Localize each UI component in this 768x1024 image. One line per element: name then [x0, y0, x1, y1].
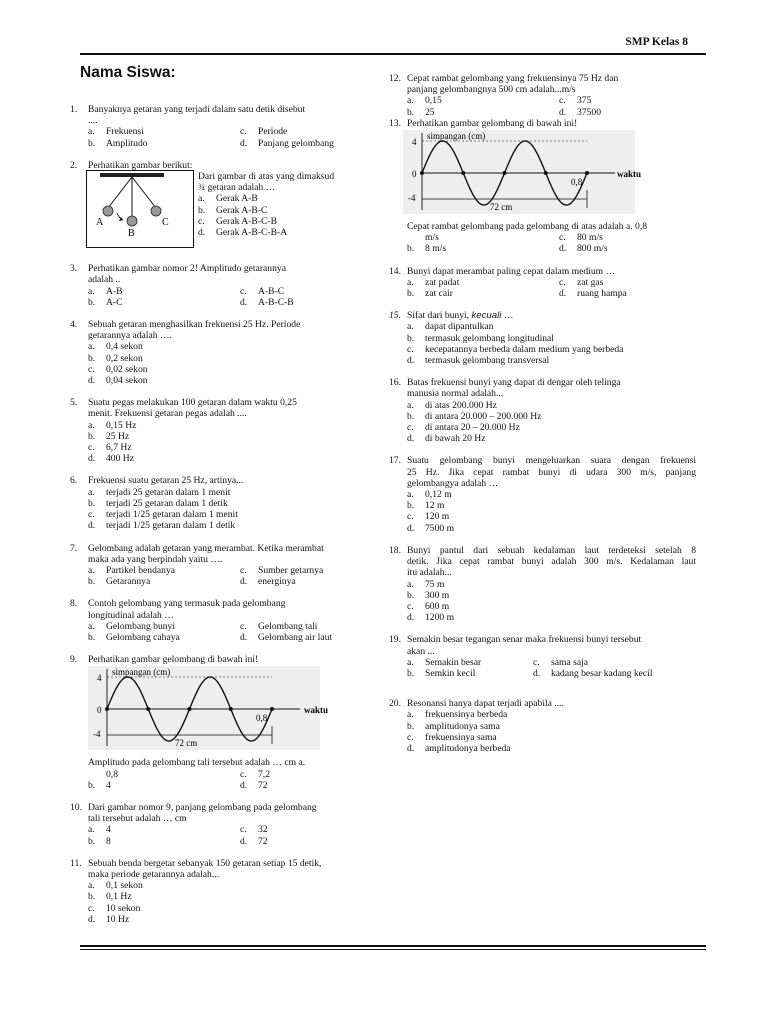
option-b[interactable]: b. terjadi 25 getaran dalam 1 detik	[88, 497, 228, 509]
option-d[interactable]: d. terjadi 1/25 getaran dalam 1 detik	[88, 520, 236, 532]
option-b[interactable]: b. Gelombang cahaya	[88, 631, 180, 643]
svg-text:waktu: waktu	[304, 705, 329, 716]
options-q6	[88, 487, 370, 532]
option-a[interactable]: m/s	[425, 232, 439, 244]
svg-text:simpangan (cm): simpangan (cm)	[427, 131, 486, 142]
svg-text:4: 4	[412, 137, 417, 148]
option-b[interactable]: b. 4	[88, 779, 111, 791]
option-b[interactable]: b. 300 m	[407, 589, 450, 601]
options-q7	[88, 565, 370, 587]
option-c[interactable]: c. sama saja	[533, 656, 589, 668]
option-b[interactable]: b. di antara 20.000 – 200.000 Hz	[407, 410, 542, 422]
options-q13	[407, 232, 696, 254]
question-18: 18. Bunyi pantul dari sebuah kedalaman laut terdeteksi setelah 8 detik. Jika cepat rambat bunyi adalah 300 m/s. Kedalaman laut itu adalah... a. 75 m b. 300 m c. 600 m d. 1200 m	[389, 544, 696, 624]
svg-text:-4: -4	[408, 193, 416, 204]
question-14: 14. Bunyi dapat merambat paling cepat dalam medium … a. zat padat c. zat gas b. zat cair d. ruang hampa	[389, 266, 696, 300]
options-q4	[88, 341, 370, 386]
option-a[interactable]: a. dapat dipantulkan	[407, 321, 494, 333]
wave-node	[188, 707, 192, 711]
label-c: C	[162, 216, 169, 228]
label-b: B	[128, 227, 135, 239]
option-d[interactable]: d. 0,04 sekon	[88, 375, 148, 387]
wave-node	[585, 171, 589, 175]
option-d[interactable]: d. 400 Hz	[88, 453, 134, 465]
svg-text:0,8: 0,8	[256, 713, 268, 724]
option-d[interactable]: d. amplitudonya berbeda	[407, 742, 511, 754]
question-3: 3. Perhatikan gambar nomor 2! Amplitudo getarannya adalah .. a. A-B c. A-B-C b. A-C d. A-B-C-B	[70, 263, 370, 308]
option-d[interactable]: d. 7500 m	[407, 522, 455, 534]
option-b[interactable]: b. 0,2 sekon	[88, 352, 143, 364]
option-a[interactable]: a. frekuensinya berbeda	[407, 709, 508, 721]
option-a[interactable]: a. 4	[88, 824, 111, 836]
option-c[interactable]: c. A-B-C	[240, 285, 285, 297]
question-20: 20. Resonansi hanya dapat terjadi apabila .... a. frekuensinya berbeda b. amplitudonya sama c. frekuensinya sama d. amplitudonya berbeda	[389, 698, 696, 754]
option-a[interactable]: a. Gerak A-B	[198, 193, 258, 205]
svg-text:72 cm: 72 cm	[490, 202, 513, 213]
options-q9	[70, 769, 370, 791]
right-column	[389, 73, 696, 754]
svg-text:0,8: 0,8	[571, 177, 583, 188]
option-d[interactable]: d. Gelombang air laut	[240, 631, 333, 643]
wave-node	[229, 707, 233, 711]
question-13: 13. Perhatikan gambar gelombang di bawah ini! simpangan (cm) 4 0 -4 0,8 waktu 72 cm Cepat rambat gelombang pada gelombang di atas adalah a. 0,8 m/s c. 80 m/s b. 8 m/s d. 800 m/s	[389, 118, 696, 255]
wave-graph-q13	[403, 130, 642, 214]
option-d[interactable]: d. di bawah 20 Hz	[407, 433, 486, 445]
option-d[interactable]: d. energinya	[240, 576, 296, 588]
question-16: 16. Batas frekuensi bunyi yang dapat di dengar oleh telinga manusia normal adalah... a. di atas 200.000 Hz b. di antara 20.000 – 200.000 Hz c. di antara 20 – 20.000 Hz d. di bawah 20 Hz	[389, 377, 696, 444]
option-c[interactable]: c. Gelombang tali	[240, 620, 318, 632]
option-b[interactable]: b. 0,1 Hz	[88, 891, 132, 903]
wave-node	[461, 171, 465, 175]
option-d[interactable]: d. 72	[240, 835, 268, 847]
question-9: 9. Perhatikan gambar gelombang di bawah ini! simpangan (cm) 4 0 -4 0,8 waktu 72 cm Amplitudo pada gelombang tali tersebut adalah … cm a. 0,8 c. 7,2 b. 4 d. 72	[70, 654, 370, 791]
bob-a	[103, 206, 113, 216]
question-11: 11. Sebuah benda bergetar sebanyak 150 getaran setiap 15 detik, maka periode getarannya adalah... a. 0,1 sekon b. 0,1 Hz c. 10 sekon d. 10 Hz	[70, 858, 370, 925]
option-a[interactable]: a. 0,15	[407, 95, 442, 107]
footer-rule-thin	[80, 949, 706, 950]
option-b[interactable]: b. 8 m/s	[407, 243, 447, 255]
option-c[interactable]: c. 375	[559, 95, 592, 107]
option-a[interactable]: 0,8	[106, 768, 118, 780]
option-b[interactable]: b. 8	[88, 835, 111, 847]
question-12: 12. Cepat rambat gelombang yang frekuensinya 75 Hz dan panjang gelombangnya 500 cm adalah...m/s a. 0,15 c. 375 b. 25 d. 37500	[389, 73, 696, 118]
page-header: SMP Kelas 8	[625, 36, 688, 48]
options-q5	[88, 420, 370, 465]
options-q18	[407, 579, 696, 624]
option-a[interactable]: a. 0,1 sekon	[88, 880, 143, 892]
option-a[interactable]: a. terjadi 25 getaran dalam 1 menit	[88, 486, 231, 498]
option-b[interactable]: b. 25 Hz	[88, 430, 130, 442]
option-c[interactable]: c. di antara 20 – 20.000 Hz	[407, 422, 520, 434]
question-6: 6. Frekuensi suatu getaran 25 Hz, artinya... a. terjadi 25 getaran dalam 1 menit b. terjadi 25 getaran dalam 1 detik c. terjadi 1/25 getaran dalam 1 menit d. terjadi 1/25 getaran dalam 1 detik	[70, 475, 370, 531]
options-q14	[407, 277, 696, 299]
option-c[interactable]: c. 0,02 sekon	[88, 363, 148, 375]
options-q15	[407, 321, 696, 366]
option-c[interactable]: c. 80 m/s	[559, 232, 603, 244]
svg-text:simpangan (cm): simpangan (cm)	[112, 667, 171, 678]
options-q20	[407, 709, 696, 754]
wave-node	[146, 707, 150, 711]
wave-node	[105, 707, 109, 711]
option-b[interactable]: b. Getarannya	[88, 576, 151, 588]
option-a[interactable]: a. 0,15 Hz	[88, 419, 137, 431]
option-a[interactable]: a. A-B	[88, 285, 123, 297]
option-d[interactable]: d. 800 m/s	[559, 243, 608, 255]
option-d[interactable]: d. Panjang gelombang	[240, 137, 334, 149]
options-q2	[198, 193, 370, 238]
question-4: 4. Sebuah getaran menghasilkan frekuensi 25 Hz. Periode getarannya adalah …. a. 0,4 sekon b. 0,2 sekon c. 0,02 sekon d. 0,04 sekon	[70, 319, 370, 386]
option-a[interactable]: a. Frekuensi	[88, 126, 144, 138]
options-q12	[407, 95, 696, 117]
option-d[interactable]: d. ruang hampa	[559, 288, 627, 300]
options-q1	[88, 126, 370, 148]
option-c[interactable]: c. 120 m	[407, 511, 450, 523]
header-rule	[80, 53, 706, 55]
question-1: 1. Banyaknya getaran yang terjadi dalam satu detik disebut .... a. Frekuensi c. Periode b. Amplitudo d. Panjang gelombang	[70, 104, 370, 149]
option-d[interactable]: d. A-B-C-B	[240, 296, 294, 308]
wave-node	[544, 171, 548, 175]
svg-text:waktu: waktu	[617, 169, 642, 180]
pendulum-figure	[86, 170, 194, 248]
option-a[interactable]: a. Gelombang bunyi	[88, 620, 176, 632]
option-b[interactable]: b. zat cair	[407, 288, 453, 300]
options-q3	[88, 286, 370, 308]
options-q8	[88, 621, 370, 643]
option-c[interactable]: c. frekuensinya sama	[407, 731, 497, 743]
wave-graph-q9	[88, 666, 329, 750]
options-q10	[88, 824, 370, 846]
svg-text:0: 0	[97, 705, 102, 716]
left-column	[70, 104, 370, 925]
bob-c	[151, 206, 161, 216]
option-b[interactable]: b. Amplitudo	[88, 137, 148, 149]
option-a[interactable]: a. 0,4 sekon	[88, 341, 143, 353]
option-a[interactable]: a. 75 m	[407, 578, 445, 590]
question-17: 17. Suatu gelombang bunyi mengeluarkan suara dengan frekuensi 25 Hz. Jika cepat rambat bunyi di udara 300 m/s, panjang gelombangya adalah … a. 0,12 m b. 12 m c. 120 m d. 7500 m	[389, 455, 696, 534]
question-15: 15. Sifat dari bunyi, kecuali … a. dapat dipantulkan b. termasuk gelombang longitudinal c. kecepatannya berbeda dalam medium yang berbeda d. termasuk gelombang transversal	[389, 310, 696, 366]
option-d[interactable]: d. 37500	[559, 106, 601, 118]
student-name-label: Nama Siswa:	[80, 64, 176, 81]
option-c[interactable]: c. 32	[240, 824, 268, 836]
options-q19	[407, 657, 696, 679]
question-5: 5. Suatu pegas melakukan 100 getaran dalam waktu 0,25 menit. Frekuensi getaran pegas adalah .... a. 0,15 Hz b. 25 Hz c. 6,7 Hz d. 400 Hz	[70, 397, 370, 464]
bob-b	[127, 216, 137, 226]
option-d[interactable]: d. 10 Hz	[88, 913, 130, 925]
option-c[interactable]: c. zat gas	[559, 276, 604, 288]
option-b[interactable]: b. amplitudonya sama	[407, 720, 500, 732]
options-q16	[407, 400, 696, 445]
options-q17	[407, 489, 696, 534]
question-2: 2. Perhatikan gambar berikut: A B C Dari gambar di atas yang dimaksud ¾ getaran adalah … a. Gerak A-B b. Gerak A-B-C c. Gerak A-B-C-B d. Gerak A-B-C-B-A	[70, 160, 370, 252]
option-c[interactable]: c. kecepatannya berbeda dalam medium yang berbeda	[407, 343, 624, 355]
options-q11	[88, 880, 370, 925]
option-a[interactable]: a. di atas 200.000 Hz	[407, 399, 497, 411]
option-d[interactable]: d. 1200 m	[407, 612, 455, 624]
svg-text:4: 4	[97, 673, 102, 684]
option-c[interactable]: c. 10 sekon	[88, 902, 141, 914]
option-d[interactable]: d. termasuk gelombang transversal	[407, 355, 550, 367]
question-10: 10. Dari gambar nomor 9, panjang gelombang pada gelombang tali tersebut adalah … cm a. 4 c. 32 b. 8 d. 72	[70, 802, 370, 847]
option-d[interactable]: d. 72	[240, 779, 268, 791]
option-b[interactable]: b. 12 m	[407, 500, 445, 512]
option-a[interactable]: a. Partikel bendanya	[88, 564, 175, 576]
option-a[interactable]: a. Semakin besar	[407, 656, 482, 668]
wave-node	[420, 171, 424, 175]
svg-text:72 cm: 72 cm	[175, 738, 198, 749]
option-c[interactable]: c. 600 m	[407, 600, 450, 612]
svg-text:0: 0	[412, 169, 417, 180]
option-d[interactable]: d. kadang besar kadang kecil	[533, 667, 653, 679]
option-b[interactable]: b. Gerak A-B-C	[198, 204, 268, 216]
option-b[interactable]: b. Semkin kecil	[407, 667, 476, 679]
footer-rule	[80, 945, 706, 947]
option-b[interactable]: b. A-C	[88, 296, 123, 308]
option-c[interactable]: c. Gerak A-B-C-B	[198, 215, 278, 227]
wave-node	[270, 707, 274, 711]
option-c[interactable]: c. 6,7 Hz	[88, 442, 132, 454]
option-c[interactable]: c. Sumber getarnya	[240, 564, 324, 576]
question-8: 8. Contoh gelombang yang termasuk pada gelombang longitudinal adalah … a. Gelombang bunyi c. Gelombang tali b. Gelombang cahaya d. Gelombang air laut	[70, 598, 370, 643]
option-d[interactable]: d. Gerak A-B-C-B-A	[198, 227, 288, 239]
option-a[interactable]: a. 0,12 m	[407, 489, 452, 501]
question-19: 19. Semakin besar tegangan senar maka frekuensi bunyi tersebut akan ... a. Semakin besar c. sama saja b. Semkin kecil d. kadang besar kadang kecil	[389, 634, 696, 679]
option-a[interactable]: a. zat padat	[407, 276, 460, 288]
question-7: 7. Gelombang adalah getaran yang merambat. Ketika merambat maka ada yang berpindah yaitu …. a. Partikel bendanya c. Sumber getarnya b. Getarannya d. energinya	[70, 543, 370, 588]
wave-node	[503, 171, 507, 175]
option-b[interactable]: b. termasuk gelombang longitudinal	[407, 332, 554, 344]
svg-text:-4: -4	[93, 729, 101, 740]
option-b[interactable]: b. 25	[407, 106, 435, 118]
option-c[interactable]: c. terjadi 1/25 getaran dalam 1 menit	[88, 509, 238, 521]
option-c[interactable]: c. 7,2	[240, 768, 270, 780]
label-a: A	[96, 216, 104, 228]
option-c[interactable]: c. Periode	[240, 126, 288, 138]
